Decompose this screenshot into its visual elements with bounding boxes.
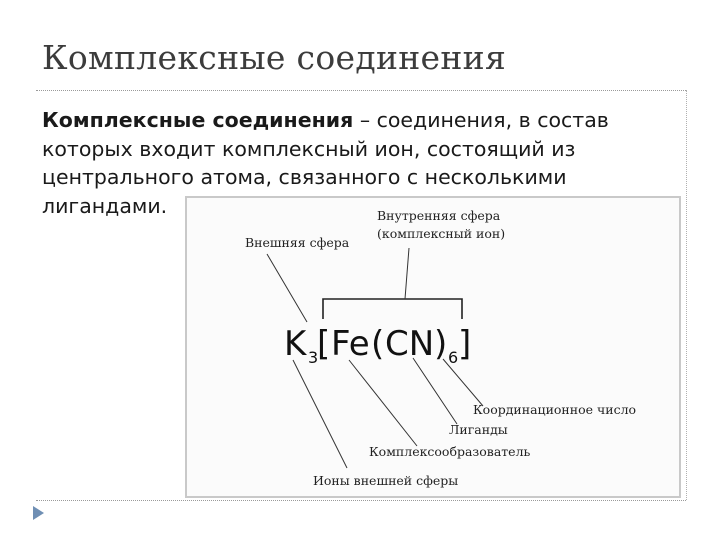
title-divider	[36, 90, 686, 91]
complex-compound-diagram	[185, 196, 681, 498]
diagram-canvas	[187, 198, 679, 496]
formula-cn: CN	[385, 324, 435, 364]
formula-k-index: 3	[308, 348, 319, 367]
label-outer-sphere: Внешняя сфера	[245, 235, 350, 250]
formula-k: K	[284, 324, 307, 364]
definition-text: – соединения, в состав которых входит комплексный ион, состоящий из центрального атома, связанного с несколькими лигандами.	[42, 108, 609, 218]
label-outer-ions: Ионы внешней сферы	[313, 473, 459, 488]
formula-paren-open: (	[371, 324, 385, 364]
outer-ions-pointer	[293, 360, 347, 468]
slide-title: Комплексные соединения	[42, 38, 507, 77]
label-coordination-number: Координационное число	[473, 402, 637, 417]
complexing-agent-pointer	[349, 360, 417, 446]
formula-cn-index: 6	[448, 348, 459, 367]
formula-paren-close: )	[434, 324, 448, 364]
label-complexing-agent: Комплексообразователь	[369, 444, 531, 459]
next-slide-arrow-icon[interactable]	[33, 506, 44, 520]
formula-bracket-close: ]	[458, 324, 472, 364]
formula-fe: Fe	[331, 324, 370, 364]
defined-term: Комплексные соединения	[42, 108, 354, 132]
label-inner-sphere: Внутренняя сфера	[377, 208, 501, 223]
outer-sphere-pointer	[267, 254, 307, 322]
slide-bottom-border	[36, 500, 686, 501]
formula-bracket-open: [	[317, 324, 331, 364]
label-inner-sphere-note: (комплексный ион)	[377, 226, 506, 241]
label-ligands: Лиганды	[449, 422, 508, 437]
inner-sphere-bracket	[323, 299, 462, 319]
slide-right-border	[686, 90, 687, 500]
inner-sphere-pointer	[405, 248, 409, 299]
